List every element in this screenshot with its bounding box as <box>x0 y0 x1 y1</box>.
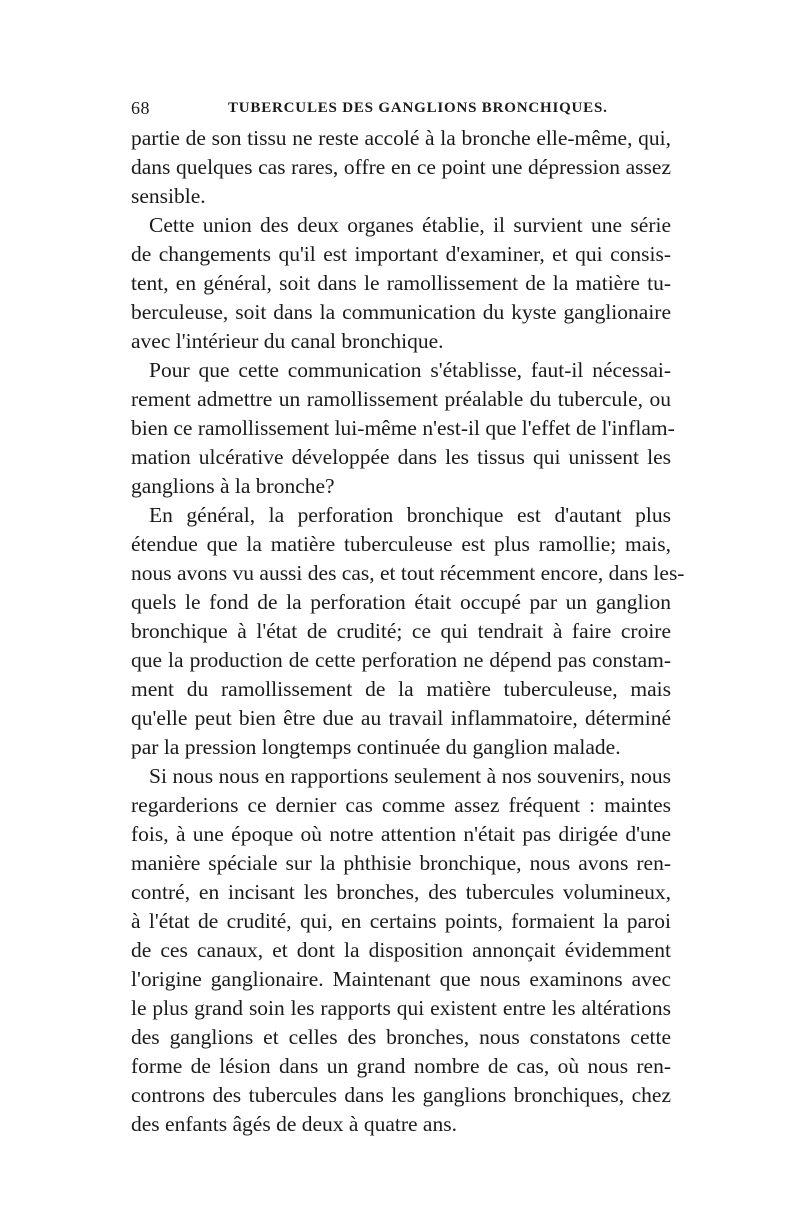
text-line: sensible. <box>131 184 206 208</box>
text-line: manière spéciale sur la phthisie bronchique, nous avons ren- <box>131 851 671 875</box>
page-number: 68 <box>131 98 150 118</box>
text-line: ment du ramollissement de la matière tuberculeuse, mais <box>131 677 671 701</box>
text-line: contré, en incisant les bronches, des tubercules volumineux, <box>131 880 671 904</box>
text-line: Pour que cette communication s'établisse, faut-il nécessai- <box>149 358 671 382</box>
text-line: forme de lésion dans un grand nombre de cas, où nous ren- <box>131 1054 671 1078</box>
text-line: avec l'intérieur du canal bronchique. <box>131 329 444 353</box>
text-line: de changements qu'il est important d'examiner, et qui consis- <box>131 242 671 266</box>
text-line: par la pression longtemps continuée du ganglion malade. <box>131 735 621 759</box>
text-line: quels le fond de la perforation était occupé par un ganglion <box>131 590 671 614</box>
text-line: controns des tubercules dans les ganglions bronchiques, chez <box>131 1083 671 1107</box>
text-line: qu'elle peut bien être due au travail inflammatoire, déterminé <box>131 706 671 730</box>
text-line: tent, en général, soit dans le ramollissement de la matière tu- <box>131 271 671 295</box>
text-line: rement admettre un ramollissement préalable du tubercule, ou <box>131 387 671 411</box>
text-line: fois, à une époque où notre attention n'était pas dirigée d'une <box>131 822 671 846</box>
text-line: mation ulcérative développée dans les tissus qui unissent les <box>131 445 671 469</box>
text-line: des ganglions et celles des bronches, nous constatons cette <box>131 1025 671 1049</box>
text-line: ganglions à la bronche? <box>131 474 335 498</box>
text-line: nous avons vu aussi des cas, et tout récemment encore, dans les- <box>131 561 685 585</box>
text-line: partie de son tissu ne reste accolé à la bronche elle-même, qui, <box>131 126 671 150</box>
text-line: le plus grand soin les rapports qui existent entre les altérations <box>131 996 671 1020</box>
text-line: de ces canaux, et dont la disposition annonçait évidemment <box>131 938 671 962</box>
text-line: Cette union des deux organes établie, il survient une série <box>149 213 671 237</box>
text-line: des enfants âgés de deux à quatre ans. <box>131 1112 457 1136</box>
text-line: l'origine ganglionaire. Maintenant que nous examinons avec <box>131 967 671 991</box>
text-line: regarderions ce dernier cas comme assez fréquent : maintes <box>131 793 671 817</box>
running-head <box>131 96 671 120</box>
text-line: dans quelques cas rares, offre en ce point une dépression assez <box>131 155 671 179</box>
text-line: En général, la perforation bronchique est d'autant plus <box>149 503 671 527</box>
text-line: bien ce ramollissement lui-même n'est-il que l'effet de l'inflam- <box>131 416 675 440</box>
text-line: berculeuse, soit dans la communication du kyste ganglionaire <box>131 300 671 324</box>
text-line: Si nous nous en rapportions seulement à nos souvenirs, nous <box>149 764 671 788</box>
text-line: à l'état de crudité, qui, en certains points, formaient la paroi <box>131 909 671 933</box>
running-title: TUBERCULES DES GANGLIONS BRONCHIQUES. <box>228 100 608 116</box>
body-text <box>131 124 685 1139</box>
text-line: bronchique à l'état de crudité; ce qui tendrait à faire croire <box>131 619 671 643</box>
text-line: que la production de cette perforation ne dépend pas constam- <box>131 648 671 672</box>
text-line: étendue que la matière tuberculeuse est plus ramollie; mais, <box>131 532 671 556</box>
